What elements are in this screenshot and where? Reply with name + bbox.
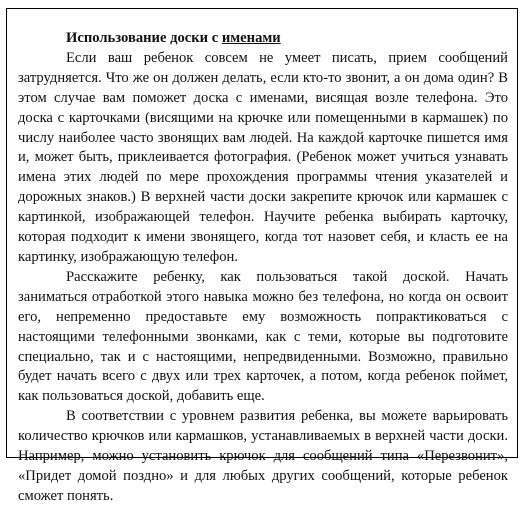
paragraph-2: Расскажите ребенку, как пользоваться такой доской. Начать заниматься отработкой этого навыка можно без телефона, но когда он освоит его, непременно предоставьте ему возможность попрактиковаться с настоящими телефонными звонками, как с теми, которые вы подготовите специально, так и с настоящими, непредвиденными. Возможно, правильно будет начать всего с двух или трех карточек, а потом, когда ребенок поймет, как пользоваться доской, добавить еще. xyxy=(18,268,508,405)
paragraph-1: Если ваш ребенок совсем не умеет писать, прием сообщений затрудняется. Что же он должен делать, если кто-то звонит, а он дома один? В этом случае вам поможет доска с именами, висящая возле телефона. Это доска с карточками (висящими на крючке или помещенными в кармашек) по числу наиболее часто звонящих вам людей. На каждой карточке пишется имя и, может быть, приклеивается фотография. (Ребенок может учиться узнавать имена этих людей по мере прохождения программы чтения указателей и дорожных знаков.) В верхней части доски закрепите крючок или кармашек с картинкой, изображающей телефон. Научите ребенка выбирать карточку, которая подходит к имени звонящего, когда тот назовет себя, и класть ее на картинку, изображающую телефон. xyxy=(18,49,508,265)
text-frame xyxy=(6,8,518,504)
paragraph-3: В соответствии с уровнем развития ребенка, вы можете варьировать количество крючков или кармашков, устанавливаемых в верхней части доски. Например, можно установить крючок для сообщений типа «Перезвонит», «Придет домой поздно» и для любых других сообщений, которые ребенок сможет понять. xyxy=(18,408,508,504)
document-heading xyxy=(18,29,508,49)
heading-text: Использование доски с xyxy=(66,30,222,46)
document-body xyxy=(18,29,508,507)
heading-underlined-word: именами xyxy=(221,30,281,46)
